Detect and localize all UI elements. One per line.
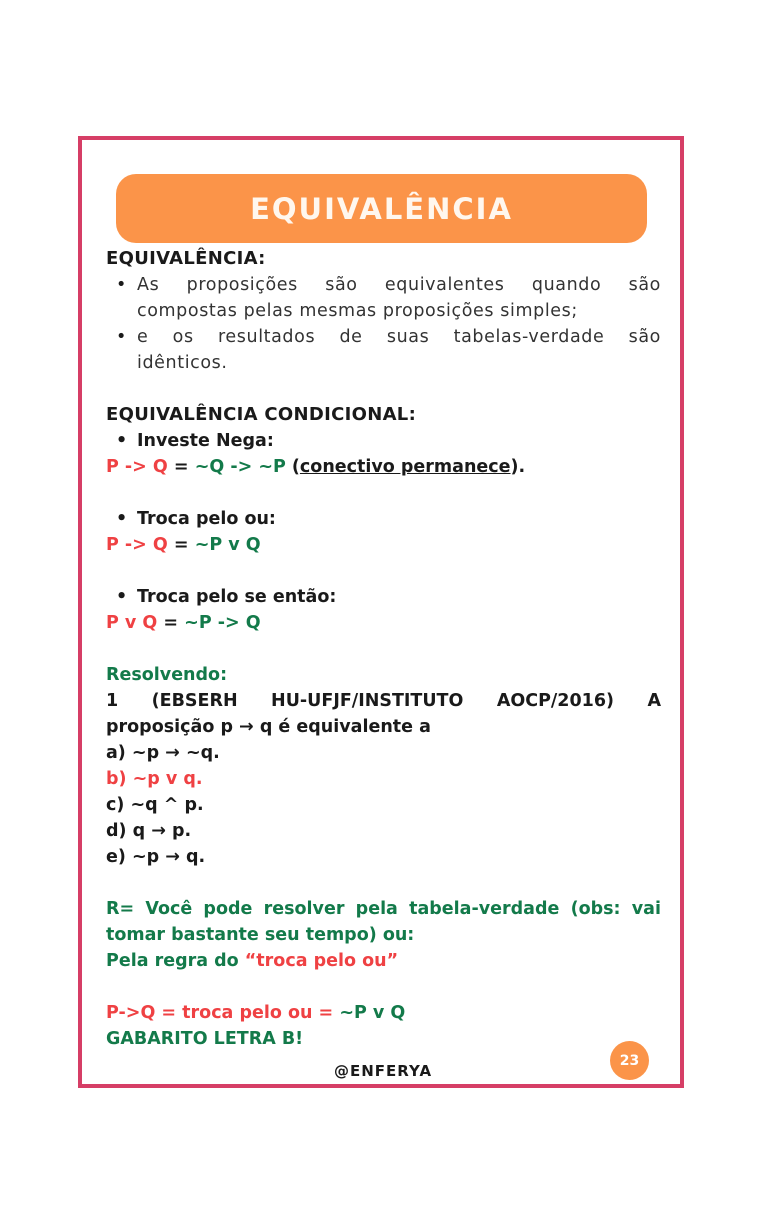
answer-text: tomar bastante seu tempo) ou: [106, 925, 415, 945]
option-a: a) ~p → ~q. [106, 743, 220, 763]
final-formula: P->Q = troca pelo ou = ~P v Q [106, 1003, 406, 1023]
answer-text: R= Você pode resolver pela tabela-verdade (obs: vai [106, 899, 661, 919]
bullet-text-line: As proposições são equivalentes quando são [137, 275, 661, 295]
option-e: e) ~p → q. [106, 847, 206, 867]
rule-formula: P v Q = ~P -> Q [106, 613, 261, 633]
answer-rule: Pela regra do “troca pelo ou” [106, 951, 399, 971]
banner-title: EQUIVALÊNCIA [250, 191, 513, 226]
bullet-dot: • [116, 587, 128, 607]
section-heading-equivalencia: EQUIVALÊNCIA: [106, 248, 266, 269]
bullet-dot: • [116, 275, 127, 295]
gabarito: GABARITO LETRA B! [106, 1029, 304, 1049]
bullet-item [106, 272, 661, 324]
rule-formula: P -> Q = ~Q -> ~P (conectivo permanece). [106, 457, 526, 477]
section-heading-condicional: EQUIVALÊNCIA CONDICIONAL: [106, 404, 417, 425]
title-banner [116, 174, 647, 243]
option-b-correct: b) ~p v q. [106, 769, 203, 789]
question-text: proposição p → q é equivalente a [106, 717, 431, 737]
bullet-text-line: compostas pelas mesmas proposições simples; [137, 301, 578, 321]
page-number: 23 [619, 1052, 640, 1069]
bullet-text-line: e os resultados de suas tabelas-verdade são [137, 327, 661, 347]
page-content [106, 246, 661, 1052]
bullet-dot: • [116, 509, 128, 529]
question-text: 1 (EBSERH HU-UFJF/INSTITUTO AOCP/2016) A [106, 691, 661, 711]
rule-label: • Investe Nega: [106, 428, 661, 454]
bullet-item [106, 324, 661, 376]
rule-label: • Troca pelo se então: [106, 584, 661, 610]
option-c: c) ~q ^ p. [106, 795, 204, 815]
bullet-text-line: idênticos. [137, 353, 228, 373]
footer-handle: @ENFERYA [334, 1062, 433, 1080]
rule-note: conectivo permanece [299, 457, 511, 477]
page-number-badge [610, 1041, 649, 1080]
bullet-dot: • [116, 431, 128, 451]
rule-label: • Troca pelo ou: [106, 506, 661, 532]
option-d: d) q → p. [106, 821, 192, 841]
rule-formula: P -> Q = ~P v Q [106, 535, 261, 555]
bullet-dot: • [116, 327, 127, 347]
resolvendo-heading: Resolvendo: [106, 665, 228, 685]
